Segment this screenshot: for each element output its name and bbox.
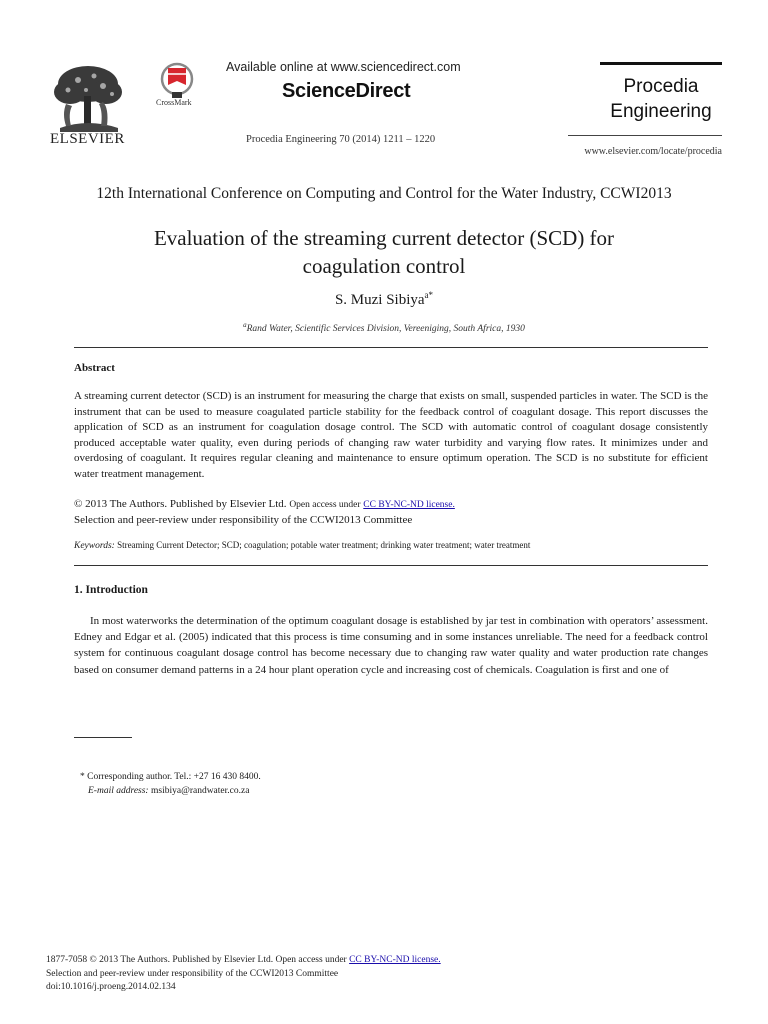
author-name: S. Muzi Sibiya xyxy=(334,292,425,308)
copyright-line2: Selection and peer-review under responsibility of the CCWI2013 Committee xyxy=(74,514,413,526)
journal-url[interactable]: www.elsevier.com/locate/procedia xyxy=(584,146,722,157)
affiliation-mark: a xyxy=(243,321,247,329)
email-note xyxy=(88,786,249,796)
keywords-text: Streaming Current Detector; SCD; coagulation; potable water treatment; drinking water treatment; water treatment xyxy=(117,540,531,550)
introduction-body: In most waterworks the determination of the optimum coagulant dosage is established by jar test in combination with operators’ assessment. Edney and Edgar et al. (2005) indicated that this process is time consuming and in some instances unreliable. The need for a feedback control system for continuous coagulant dosage control has become necessary due to changing raw water quality and water production rate changes based on consumer demand patterns in a 24 hour plant operation cycle and increasing cost of chemicals. Coagulation is first and one of xyxy=(74,615,708,676)
license-link[interactable]: CC BY-NC-ND license. xyxy=(363,500,455,510)
copyright-line1 xyxy=(74,497,708,513)
journal-title-bottom-rule xyxy=(568,135,722,136)
email-address[interactable]: msibiya@randwater.co.za xyxy=(150,786,250,796)
copyright-text: © 2013 The Authors. Published by Elsevier Ltd. xyxy=(74,498,287,510)
email-label: E-mail address: xyxy=(88,786,149,796)
corresponding-author-note: * Corresponding author. Tel.: +27 16 430 8400. xyxy=(80,772,261,782)
paper-title-line2: coagulation control xyxy=(302,254,466,278)
copyright-block xyxy=(74,497,708,528)
introduction-heading: 1. Introduction xyxy=(74,584,148,596)
footer-open-access: Open access under xyxy=(275,955,347,965)
footer-copyright: 1877-7058 © 2013 The Authors. Published by Elsevier Ltd. xyxy=(46,955,274,965)
author-line xyxy=(0,290,768,309)
keywords-line xyxy=(74,540,708,551)
abstract-body: A streaming current detector (SCD) is an instrument for measuring the charge that exists on small, suspended particles in water. The SCD is the instrument that can be used to measure coagulated particle stability for the feedback control of coagulant dosage. This report discusses the application of SCD as an instrument for coagulation dosage control. The SCD with automatic control of coagulant dosage consistently produced acceptable water quality, even during periods of changing raw water turbidity and varying flow rates. It minimizes under and overdosing of coagulant. It requires regular cleaning and maintenance to ensure optimum operation. The SCD is no substitute for efficient water treatment management. xyxy=(74,390,708,480)
journal-title xyxy=(600,74,722,124)
abstract-top-rule xyxy=(74,347,708,348)
open-access-text: Open access under xyxy=(289,500,361,510)
affiliation xyxy=(0,321,768,334)
journal-reference: Procedia Engineering 70 (2014) 1211 – 1220 xyxy=(246,134,436,145)
sciencedirect-logo-text: ScienceDirect xyxy=(282,80,411,102)
journal-title-top-rule xyxy=(600,62,722,65)
footer-line1 xyxy=(46,954,746,968)
paper-title-line1: Evaluation of the streaming current detector (SCD) for xyxy=(153,226,615,250)
publisher-name: ELSEVIER xyxy=(50,131,125,147)
footer-doi[interactable]: doi:10.1016/j.proeng.2014.02.134 xyxy=(46,982,176,992)
journal-title-line1: Procedia xyxy=(623,76,699,97)
abstract-bottom-rule xyxy=(74,565,708,566)
footer-line2: Selection and peer-review under responsibility of the CCWI2013 Committee xyxy=(46,968,339,979)
available-online-text: Available online at www.sciencedirect.com xyxy=(226,60,461,74)
footnote-rule xyxy=(74,737,132,738)
page-footer xyxy=(46,954,746,995)
paper-title xyxy=(60,224,708,280)
affiliation-text: Rand Water, Scientific Services Division, Vereeniging, South Africa, 1930 xyxy=(246,324,525,335)
crossmark-label: CrossMark xyxy=(156,98,192,107)
conference-name: 12th International Conference on Computing and Control for the Water Industry, CCWI2013 xyxy=(96,185,672,202)
journal-title-line2: Engineering xyxy=(610,101,712,122)
author-marks: a* xyxy=(424,290,434,300)
keywords-label: Keywords: xyxy=(74,541,115,551)
footer-license-link[interactable]: CC BY-NC-ND license. xyxy=(349,955,441,965)
abstract-heading: Abstract xyxy=(74,362,115,374)
